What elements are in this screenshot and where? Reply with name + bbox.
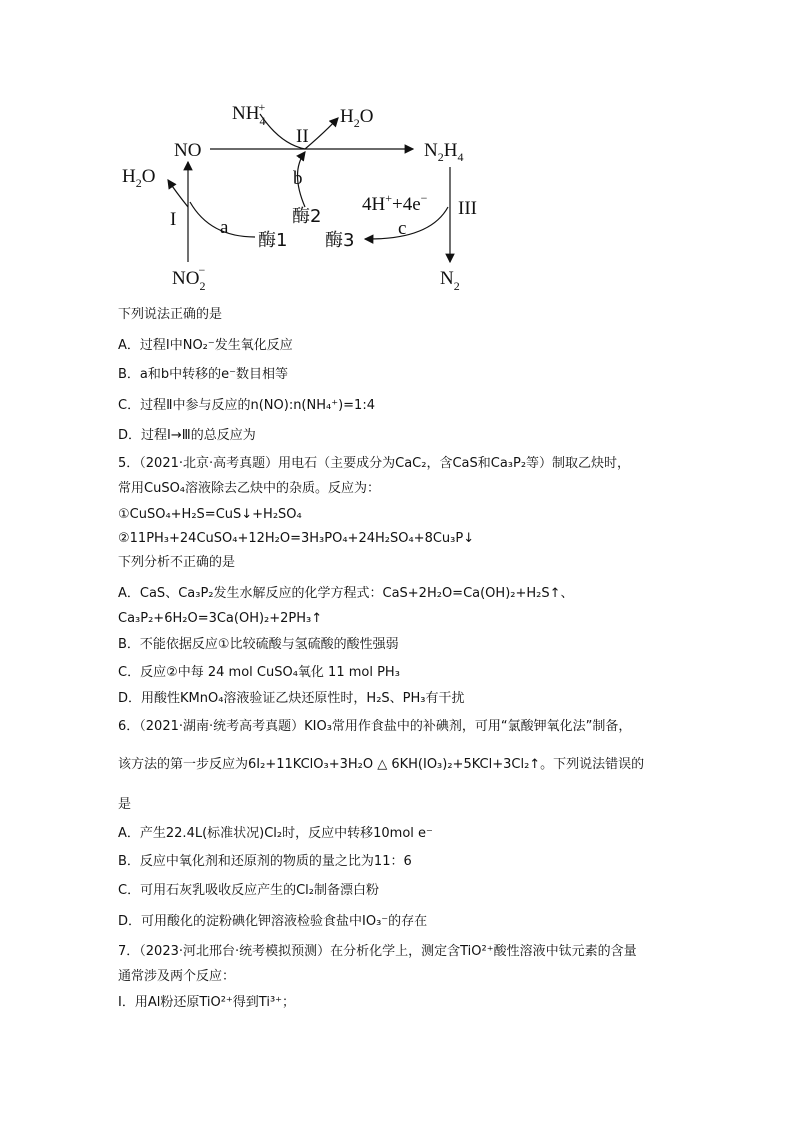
label-n2: $N_2$ xyxy=(440,268,460,293)
label-enzyme-1: 酶1 xyxy=(258,230,288,251)
text-line: B．不能依据反应①比较硫酸与氢硫酸的酸性强弱 xyxy=(118,637,399,652)
text-line: 是 xyxy=(118,797,132,812)
text-line: C．过程Ⅱ中参与反应的n(NO):n(NH₄⁺)=1:4 xyxy=(118,398,375,413)
text-line: C．反应②中每 24 mol CuSO₄氧化 11 mol PH₃ xyxy=(118,665,400,680)
text-line: D．可用酸化的淀粉碘化钾溶液检验食盐中IO₃⁻的存在 xyxy=(118,914,428,929)
text-line: ②11PH₃+24CuSO₄+12H₂O=3H₃PO₄+24H₂SO₄+8Cu₃P↓ xyxy=(118,531,475,546)
text-line: 5．（2021·北京·高考真题）用电石（主要成分为CaC₂，含CaS和Ca₃P₂等）制取乙炔时， xyxy=(118,456,631,471)
reaction-diagram xyxy=(110,92,510,297)
label-enzyme-2: 酶2 xyxy=(292,206,322,227)
text-line: D．用酸性KMnO₄溶液验证乙炔还原性时，H₂S、PH₃有干扰 xyxy=(118,691,465,706)
label-process-3: III xyxy=(458,198,477,219)
label-a: a xyxy=(220,217,229,238)
text-line: A．CaS、Ca₃P₂发生水解反应的化学方程式：CaS+2H₂O=Ca(OH)₂+H₂S↑、 xyxy=(118,586,574,601)
text-line: B．a和b中转移的e⁻数目相等 xyxy=(118,367,288,382)
label-c: c xyxy=(398,218,407,239)
text-line: 6．（2021·湖南·统考高考真题）KIO₃常用作食盐中的补碘剂，可用“氯酸钾氧化法”制备， xyxy=(118,719,632,734)
text-line: A．过程Ⅰ中NO₂⁻发生氧化反应 xyxy=(118,338,293,353)
text-line: C．可用石灰乳吸收反应产生的Cl₂制备漂白粉 xyxy=(118,883,379,898)
label-nh4: $NH_4+$ xyxy=(232,100,266,128)
text-line: 下列分析不正确的是 xyxy=(118,555,236,570)
label-no2: $NO_2-$ xyxy=(172,263,206,293)
label-process-1: I xyxy=(170,209,177,230)
text-line: ①CuSO₄+H₂S=CuS↓+H₂SO₄ xyxy=(118,507,302,522)
label-h2o-top: $H_2O$ xyxy=(340,106,374,130)
text-line: A．产生22.4L(标准状况)Cl₂时，反应中转移10mol e⁻ xyxy=(118,826,433,841)
text-line: 该方法的第一步反应为6I₂+11KClO₃+3H₂O △ 6KH(IO₃)₂+5KCl+3Cl₂↑。下列说法错误的 xyxy=(118,757,645,772)
text-line: D．过程Ⅰ→Ⅲ的总反应为 xyxy=(118,428,256,443)
text-line: 下列说法正确的是 xyxy=(118,307,223,322)
label-enzyme-3: 酶3 xyxy=(325,230,355,251)
text-line: B．反应中氧化剂和还原剂的物质的量之比为11：6 xyxy=(118,854,412,869)
label-no: NO xyxy=(174,140,202,161)
text-line: 常用CuSO₄溶液除去乙炔中的杂质。反应为： xyxy=(118,481,381,496)
text-line: Ⅰ．用Al粉还原TiO²⁺得到Ti³⁺； xyxy=(118,995,296,1010)
label-b: b xyxy=(293,168,303,189)
text-line: 7．（2023·河北邢台·统考模拟预测）在分析化学上，测定含TiO²⁺酸性溶液中钛元素的含量 xyxy=(118,944,637,959)
text-line: 通常涉及两个反应： xyxy=(118,969,236,984)
text-line: Ca₃P₂+6H₂O=3Ca(OH)₂+2PH₃↑ xyxy=(118,611,323,626)
label-process-2: II xyxy=(296,126,309,147)
label-h2o-left: $H_2O$ xyxy=(122,166,156,190)
arrow-to-h2o-left xyxy=(168,180,188,207)
reaction-diagram-svg xyxy=(110,92,510,297)
label-n2h4: $N_2H_4$ xyxy=(424,140,464,164)
label-4h-4e: 4H++4e− xyxy=(362,191,428,215)
